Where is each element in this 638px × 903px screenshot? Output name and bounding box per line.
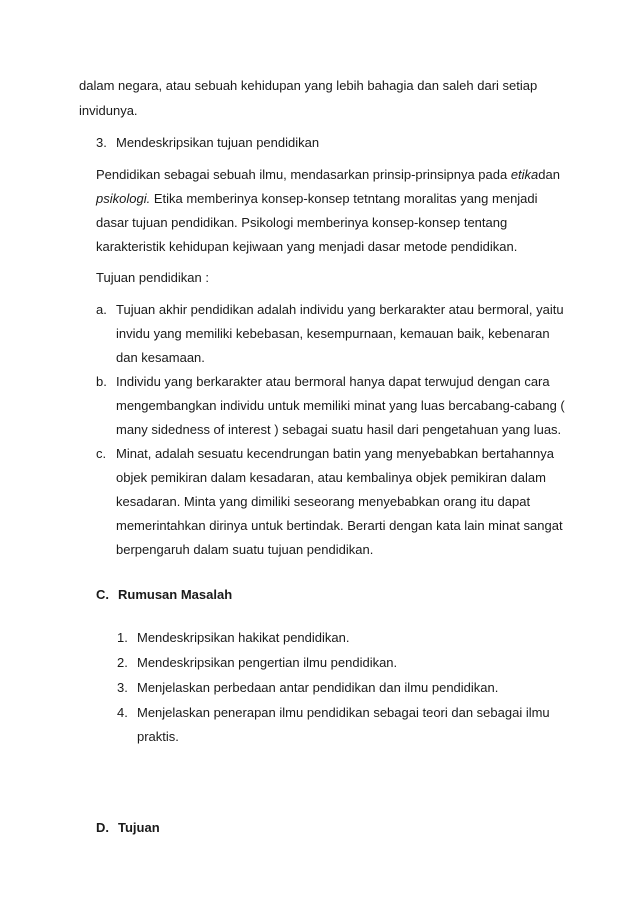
rumusan-item-3: Menjelaskan perbedaan antar pendidikan dan ilmu pendidikan. — [137, 680, 499, 695]
rumusan-number-4: 4. — [117, 705, 128, 720]
list-item-c-line-5: berpengaruh dalam suatu tujuan pendidikan. — [116, 542, 374, 557]
item3-paragraph-line-4: karakteristik kehidupan kejiwaan yang menjadi dasar metode pendidikan. — [96, 239, 518, 254]
list-item-b-line-2: mengembangkan individu untuk memiliki minat yang luas bercabang-cabang ( — [116, 398, 565, 413]
item3-paragraph-line-2 — [96, 191, 538, 207]
list-item-c-line-2: objek pemikiran dalam kesadaran, atau kembalinya objek pemikiran dalam — [116, 470, 546, 485]
para-line2-after: Etika memberinya konsep-konsep tetntang moralitas yang menjadi — [153, 191, 538, 206]
section-c-title: Rumusan Masalah — [118, 587, 233, 602]
list-item-b-line-3: many sidedness of interest ) sebagai suatu hasil dari pengetahuan yang luas. — [116, 422, 562, 437]
intro-line-2: invidunya. — [79, 103, 138, 118]
rumusan-number-1: 1. — [117, 630, 128, 645]
item3-heading: Mendeskripsikan tujuan pendidikan — [116, 135, 320, 150]
section-d-title: Tujuan — [118, 820, 160, 835]
list-item-c-line-3: kesadaran. Minta yang dimiliki seseorang menyebabkan orang itu dapat — [116, 494, 531, 509]
list-item-a-line-2: invidu yang memiliki kebebasan, kesempurnaan, kemauan baik, kebenaran — [116, 326, 550, 341]
rumusan-item-4-line-2: praktis. — [137, 729, 179, 744]
tujuan-label: Tujuan pendidikan : — [96, 270, 209, 285]
list-marker-c: c. — [96, 446, 107, 461]
item3-paragraph-line-3: dasar tujuan pendidikan. Psikologi memberinya konsep-konsep tentang — [96, 215, 508, 230]
list-item-b-line-1: Individu yang berkarakter atau bermoral hanya dapat terwujud dengan cara — [116, 374, 550, 389]
para-line2-em: psikologi. — [96, 191, 151, 206]
para-line1-before: Pendidikan sebagai sebuah ilmu, mendasarkan prinsip-prinsipnya pada — [96, 167, 508, 182]
list-item-a-line-3: dan kesamaan. — [116, 350, 205, 365]
rumusan-item-4-line-1: Menjelaskan penerapan ilmu pendidikan sebagai teori dan sebagai ilmu — [137, 705, 550, 720]
list-item-c-line-1: Minat, adalah sesuatu kecendrungan batin yang menyebabkan bertahannya — [116, 446, 554, 461]
para-line1-em: etika — [510, 167, 539, 182]
item3-number: 3. — [96, 135, 107, 150]
list-item-a-line-1: Tujuan akhir pendidikan adalah individu yang berkarakter atau bermoral, yaitu — [116, 302, 564, 317]
para-line1-after: dan — [538, 167, 560, 182]
rumusan-number-3: 3. — [117, 680, 128, 695]
list-marker-b: b. — [96, 374, 107, 389]
list-item-c-line-4: memerintahkan dirinya untuk bertindak. Berarti dengan kata lain minat sangat — [116, 518, 563, 533]
list-marker-a: a. — [96, 302, 107, 317]
rumusan-item-2: Mendeskripsikan pengertian ilmu pendidikan. — [137, 655, 398, 670]
section-d-marker: D. — [96, 820, 109, 835]
section-c-marker: C. — [96, 587, 109, 602]
rumusan-number-2: 2. — [117, 655, 128, 670]
item3-paragraph-line-1 — [96, 167, 560, 183]
intro-line-1: dalam negara, atau sebuah kehidupan yang lebih bahagia dan saleh dari setiap — [79, 78, 538, 93]
rumusan-item-1: Mendeskripsikan hakikat pendidikan. — [137, 630, 350, 645]
